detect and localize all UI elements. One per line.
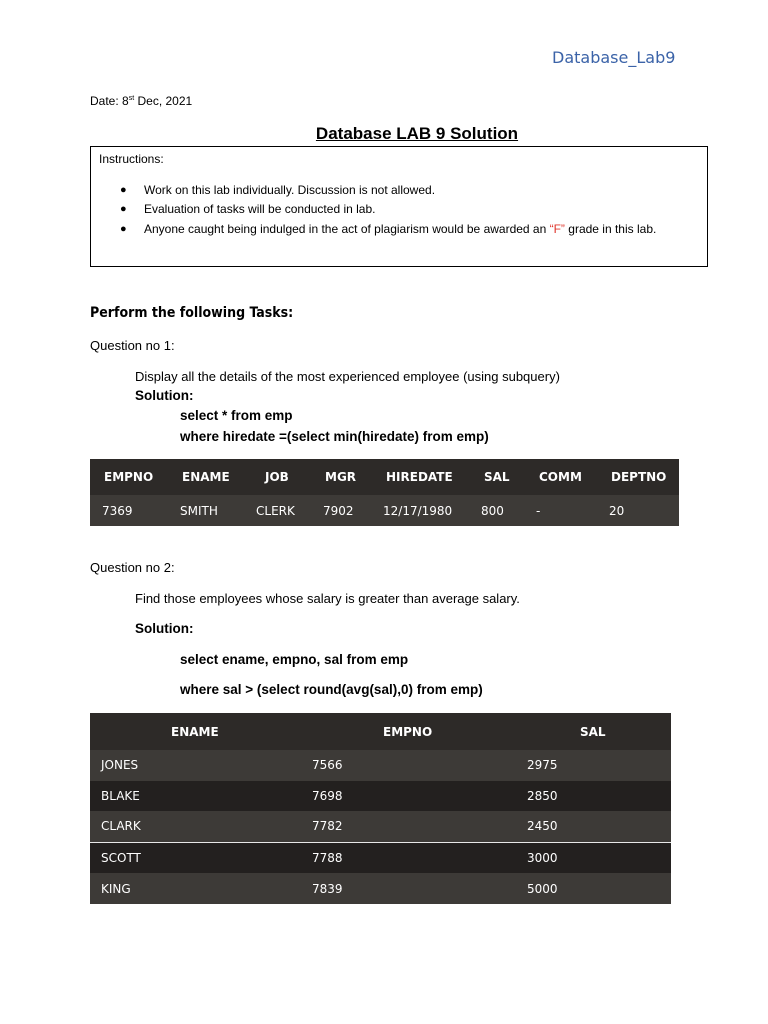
instruction-item [120, 219, 656, 239]
question-2-text: Find those employees whose salary is greater than average salary. [135, 591, 520, 606]
table-cell: 2450 [515, 811, 671, 842]
table-cell: 5000 [515, 873, 671, 904]
table-cell: 7698 [300, 781, 515, 812]
table-cell: - [524, 495, 596, 526]
question-1-sql-line-1: select * from emp [180, 408, 293, 423]
question-2-solution-label: Solution: [135, 621, 194, 636]
instruction-text-after: grade in this lab. [564, 221, 657, 236]
table-cell: 7839 [300, 873, 515, 904]
table-cell: JONES [90, 750, 300, 781]
table-cell: 7566 [300, 750, 515, 781]
table-cell: SMITH [167, 495, 244, 526]
question-1-sql-line-2: where hiredate =(select min(hiredate) from emp) [180, 429, 489, 444]
table-cell: 7788 [300, 842, 515, 873]
table-cell: 800 [469, 495, 524, 526]
table-row [90, 842, 671, 873]
column-header: JOB [244, 459, 311, 495]
table-row [90, 750, 671, 781]
question-2-label: Question no 2: [90, 560, 175, 575]
column-header: SAL [469, 459, 524, 495]
instruction-text: Evaluation of tasks will be conducted in lab. [144, 202, 376, 217]
column-header: MGR [311, 459, 371, 495]
table-cell: 2975 [515, 750, 671, 781]
question-1-text: Display all the details of the most experienced employee (using subquery) [135, 369, 560, 384]
instructions-list [120, 180, 656, 239]
date-prefix: Date: 8 [90, 94, 129, 108]
grade-highlight: “F” [549, 221, 565, 236]
table-cell: 7902 [311, 495, 371, 526]
instruction-text-before: Anyone caught being indulged in the act of plagiarism would be awarded an [144, 221, 550, 236]
column-header: EMPNO [90, 459, 167, 495]
table-cell: KING [90, 873, 300, 904]
question-1-label: Question no 1: [90, 338, 175, 353]
column-header: HIREDATE [371, 459, 469, 495]
column-header: DEPTNO [596, 459, 679, 495]
table-row [90, 873, 671, 904]
table-cell: 7782 [300, 811, 515, 842]
date-line [90, 94, 192, 108]
column-header: ENAME [90, 713, 300, 750]
date-suffix: Dec, 2021 [134, 94, 193, 108]
question-1-solution-label: Solution: [135, 388, 194, 403]
table-cell: 2850 [515, 781, 671, 812]
table-row [90, 811, 671, 842]
tasks-heading: Perform the following Tasks: [90, 305, 294, 321]
instructions-label: Instructions: [99, 152, 164, 166]
instruction-item [120, 200, 656, 220]
table-header-row [90, 713, 671, 750]
table-header-row [90, 459, 679, 495]
bullet-icon: ● [120, 222, 127, 235]
date-ordinal-suffix: st [128, 95, 135, 102]
column-header: SAL [515, 713, 671, 750]
column-header: COMM [524, 459, 596, 495]
page-title: Database LAB 9 Solution [315, 124, 519, 143]
bullet-icon: ● [120, 203, 127, 216]
table-cell: BLAKE [90, 781, 300, 812]
table-cell: CLERK [244, 495, 311, 526]
instruction-item [120, 180, 656, 200]
question-2-sql-line-2: where sal > (select round(avg(sal),0) from emp) [180, 682, 483, 697]
question-2-sql-line-1: select ename, empno, sal from emp [180, 652, 409, 667]
table-cell: CLARK [90, 811, 300, 842]
bullet-icon: ● [120, 183, 127, 196]
table-cell: 12/17/1980 [371, 495, 469, 526]
document-header-title: Database_Lab9 [552, 48, 676, 67]
table-cell: 20 [596, 495, 679, 526]
table-row [90, 495, 679, 526]
question-2-result-table [90, 713, 671, 904]
table-row [90, 781, 671, 812]
column-header: EMPNO [300, 713, 515, 750]
table-cell: SCOTT [90, 842, 300, 873]
table-cell: 3000 [515, 842, 671, 873]
column-header: ENAME [167, 459, 244, 495]
question-1-result-table [90, 459, 679, 526]
instruction-text [144, 222, 656, 236]
table-cell: 7369 [90, 495, 167, 526]
instruction-text: Work on this lab individually. Discussion is not allowed. [144, 182, 436, 197]
